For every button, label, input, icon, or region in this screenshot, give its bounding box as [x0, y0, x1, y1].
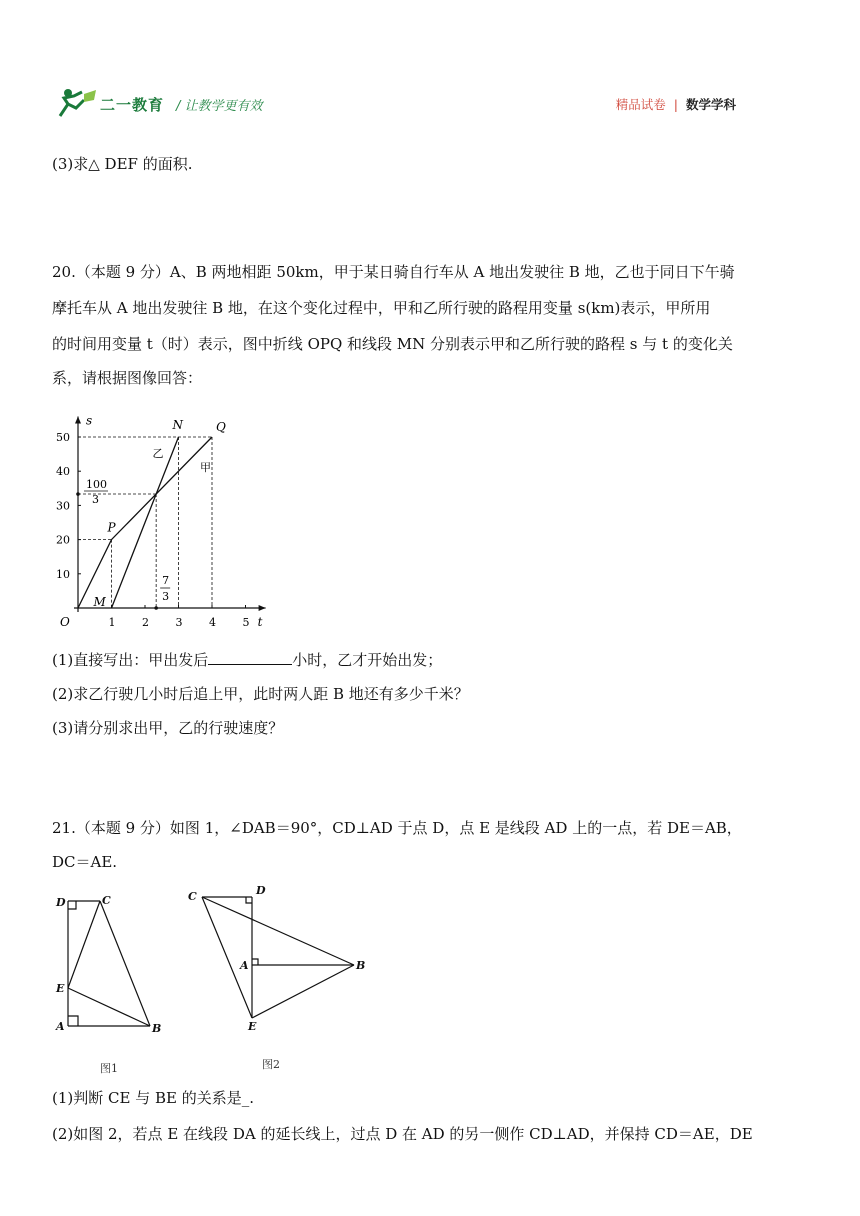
- q20-sub2: (2)求乙行驶几小时后追上甲，此时两人距 B 地还有多少千米？: [52, 685, 469, 703]
- q20-sub1-prefix: (1)直接写出：甲出发后: [52, 651, 209, 669]
- fig2-caption: 图2: [262, 1058, 280, 1070]
- y-tick-label: 30: [56, 499, 70, 513]
- fig1-segment-cb: [100, 901, 150, 1026]
- figure-1: [50, 890, 180, 1080]
- brand-name: 二一教育: [100, 96, 165, 114]
- frac-y-numerator: 100: [86, 478, 107, 492]
- series-label-yi: 乙: [152, 447, 164, 460]
- q20-line3: 的时间用变量 t（时）表示，图中折线 OPQ 和线段 MN 分别表示甲和乙所行驶的路程 s 与 t 的变化关: [52, 335, 733, 353]
- y-axis-label: s: [86, 413, 93, 428]
- fig1-label-e: E: [56, 982, 65, 995]
- distance-time-chart: [50, 396, 290, 636]
- origin-label: O: [60, 615, 70, 629]
- point-label-q: Q: [216, 420, 226, 434]
- header-tag: 精品试卷: [615, 97, 666, 112]
- q21-line2: DC＝AE.: [52, 853, 118, 871]
- fig2-label-b: B: [356, 959, 366, 972]
- point-label-n: N: [172, 418, 183, 432]
- y-tick-label: 20: [56, 533, 70, 547]
- header-subject: [616, 95, 736, 113]
- header-separator: |: [673, 97, 678, 112]
- fig2-label-e: E: [248, 1020, 257, 1033]
- q19-part3: (3)求△ DEF 的面积.: [52, 155, 193, 173]
- x-tick-label: 4: [209, 616, 216, 629]
- fig2-label-a: A: [240, 959, 249, 972]
- y-tick-label: 10: [56, 567, 70, 581]
- y-tick-label: 50: [56, 431, 70, 444]
- fig2-segment-cb: [202, 897, 354, 965]
- point-label-p: P: [107, 520, 116, 535]
- q21-sub1: (1)判断 CE 与 BE 的关系是_.: [52, 1089, 254, 1107]
- q20-line4: 系，请根据图像回答：: [52, 369, 203, 387]
- q20-line1: 20.（本题 9 分）A、B 两地相距 50km，甲于某日骑自行车从 A 地出发驶往 B 地，乙也于同日下午骑: [52, 263, 735, 281]
- frac-x-denominator: 3: [162, 590, 170, 603]
- x-tick-label: 5: [242, 616, 250, 629]
- point-label-m: M: [93, 595, 106, 609]
- fig1-label-d: D: [56, 896, 66, 909]
- y-tick-label: 40: [56, 465, 70, 479]
- fig2-segment-eb: [252, 965, 354, 1018]
- fig1-label-c: C: [102, 894, 111, 907]
- fig2-right-angle-a: [252, 959, 258, 965]
- x-axis-arrow: [259, 605, 266, 611]
- fig1-right-angle-d: [68, 901, 76, 909]
- y-axis-arrow: [75, 416, 81, 423]
- series-label-jia: 甲: [200, 461, 211, 474]
- fig1-caption: 图1: [100, 1062, 118, 1075]
- x-tick-label: 1: [108, 616, 116, 629]
- brand-slogan: / 让教学更有效: [176, 99, 263, 114]
- frac-x-numerator: 7: [162, 574, 170, 587]
- answer-blank[interactable]: [208, 650, 292, 665]
- fig1-segment-ce: [68, 901, 100, 988]
- header-subject-label: 数学学科: [685, 97, 736, 112]
- fig1-label-a: A: [56, 1020, 65, 1033]
- q21-sub2: (2)如图 2，若点 E 在线段 DA 的延长线上，过点 D 在 AD 的另一侧作 CD⊥AD，并保持 CD＝AE，DE: [52, 1125, 753, 1143]
- fig2-right-angle-d: [246, 897, 252, 903]
- x-axis-label: t: [257, 615, 263, 629]
- q20-line2: 摩托车从 A 地出发驶往 B 地，在这个变化过程中，甲和乙所行驶的路程用变量 s(km)表示，甲所用: [52, 299, 711, 317]
- figure-2: [184, 880, 374, 1070]
- frac-y-denominator: 3: [92, 493, 99, 507]
- fig2-segment-ce: [202, 897, 252, 1018]
- fig1-right-angle-a: [68, 1016, 78, 1026]
- x-tick-label: 3: [175, 616, 183, 629]
- q20-sub3: (3)请分别求出甲，乙的行驶速度？: [52, 719, 284, 737]
- fig2-label-d: D: [256, 884, 266, 897]
- q20-sub1: [52, 650, 442, 670]
- fig1-label-b: B: [152, 1022, 162, 1035]
- fig2-label-c: C: [188, 890, 197, 903]
- meet-x-dot: [154, 606, 158, 610]
- x-tick-label: 2: [142, 616, 149, 629]
- meet-y-dot: [76, 492, 80, 496]
- q20-sub1-suffix: 小时，乙才开始出发；: [292, 651, 443, 669]
- q21-line1: 21.（本题 9 分）如图 1，∠DAB＝90°，CD⊥AD 于点 D，点 E 是线段 AD 上的一点，若 DE＝AB，: [52, 819, 742, 837]
